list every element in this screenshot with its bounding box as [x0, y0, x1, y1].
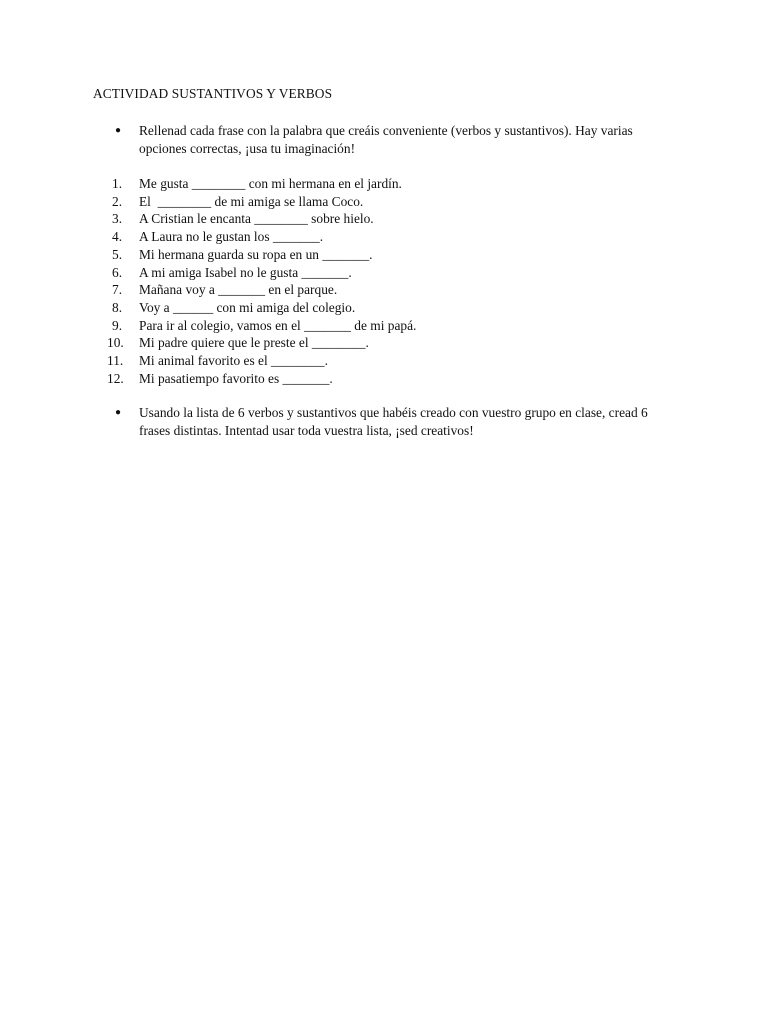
list-item [112, 264, 416, 282]
instruction-bullet-2 [115, 404, 675, 439]
list-item-number: 11. [107, 353, 124, 369]
list-item-text: A Cristian le encanta ________ sobre hielo. [139, 211, 374, 227]
list-item-text: A mi amiga Isabel no le gusta _______. [139, 264, 352, 280]
list-item [112, 210, 416, 228]
list-item-number: 4. [112, 229, 123, 245]
list-item-number: 2. [112, 193, 123, 209]
list-item-text: Voy a ______ con mi amiga del colegio. [139, 299, 356, 315]
instruction-bullet-1 [115, 122, 675, 157]
list-item-text: Mañana voy a _______ en el parque. [139, 282, 338, 298]
list-item-number: 1. [112, 176, 123, 191]
page-title: ACTIVIDAD SUSTANTIVOS Y VERBOS [93, 86, 333, 101]
instruction-text-1: Rellenad cada frase con la palabra que creáis conveniente (verbos y sustantivos). Hay varias opciones correctas, ¡usa tu imaginación! [139, 123, 633, 156]
list-item-text: A Laura no le gustan los _______. [139, 229, 324, 245]
instruction-text-2: Usando la lista de 6 verbos y sustantivos que habéis creado con vuestro grupo en clase, cread 6 frases distintas. Intentad usar toda vuestra lista, ¡sed creativos! [139, 405, 648, 438]
list-item-number: 3. [112, 211, 123, 227]
list-item-text: Mi padre quiere que le preste el ________. [139, 335, 369, 351]
list-item-number: 7. [112, 282, 123, 298]
list-item [112, 193, 416, 211]
list-item-number: 10. [107, 335, 124, 351]
list-item-text: Me gusta ________ con mi hermana en el jardín. [139, 176, 402, 191]
list-item [107, 334, 416, 352]
list-item [112, 228, 416, 246]
list-item [112, 246, 416, 264]
list-item [112, 175, 416, 193]
list-item-text: Mi hermana guarda su ropa en un _______. [139, 246, 373, 262]
list-item-number: 6. [112, 264, 123, 280]
list-item [107, 352, 416, 370]
list-item-number: 9. [112, 317, 123, 333]
list-item-number: 12. [107, 370, 124, 386]
list-item-text: Mi pasatiempo favorito es _______. [139, 370, 333, 386]
bullet-icon: ● [115, 125, 122, 136]
list-item-text: Para ir al colegio, vamos en el _______ de mi papá. [139, 317, 417, 333]
list-item [107, 370, 416, 388]
list-item-number: 8. [112, 299, 123, 315]
list-item-text: El ________ de mi amiga se llama Coco. [139, 193, 364, 209]
sentence-list [107, 175, 417, 387]
list-item [112, 281, 416, 299]
list-item-number: 5. [112, 246, 123, 262]
list-item-text: Mi animal favorito es el ________. [139, 353, 328, 369]
list-item [112, 317, 416, 335]
list-item [112, 299, 416, 317]
bullet-icon: ● [115, 407, 122, 418]
